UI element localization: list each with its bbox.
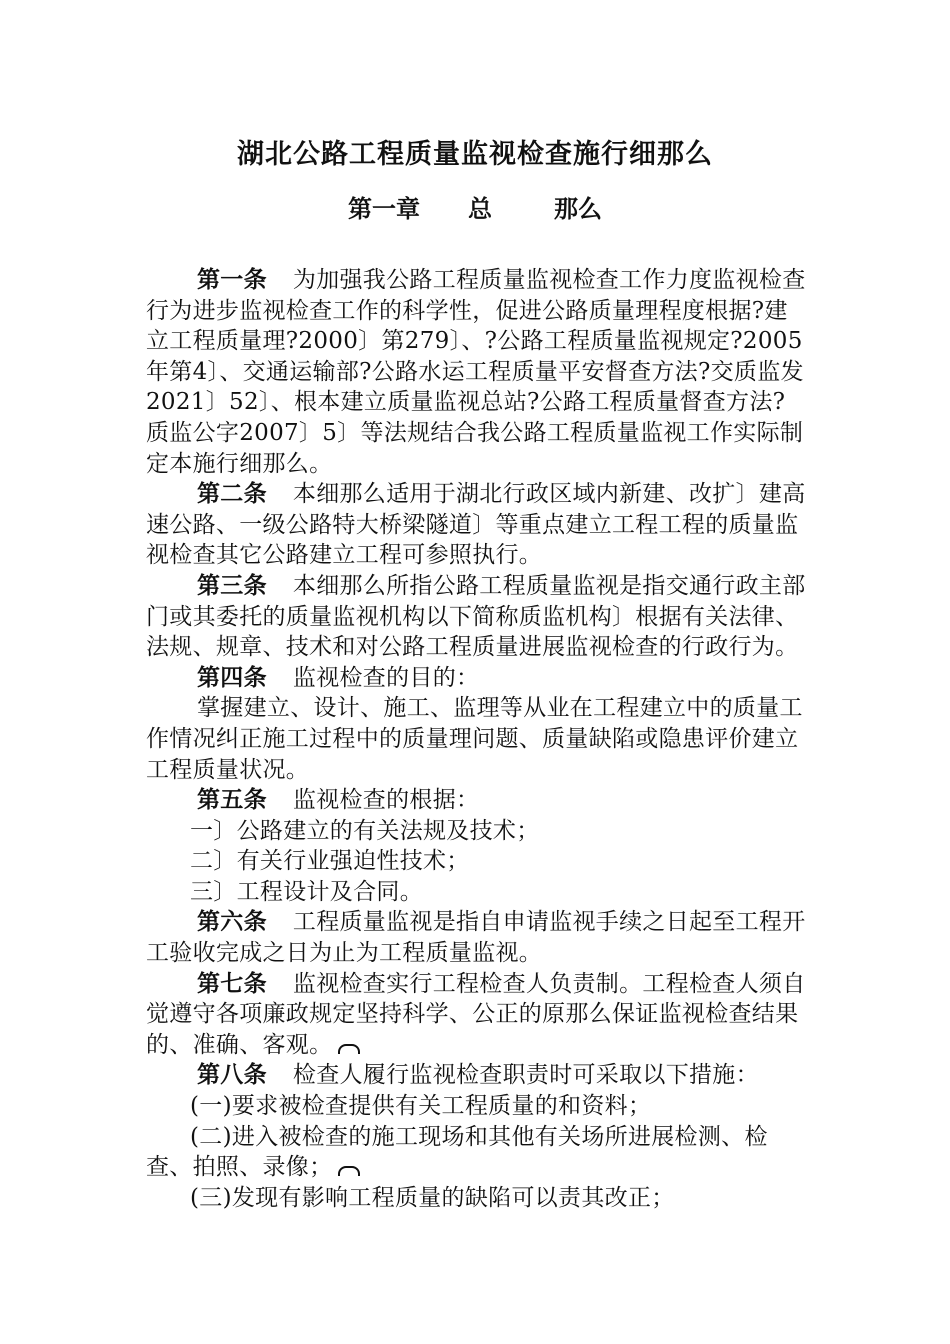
measure-item-3: (三)发现有影响工程质量的缺陷可以责其改正； bbox=[190, 1184, 675, 1211]
article-number: 第三条 bbox=[197, 571, 267, 599]
document-title: 湖北公路工程质量监视检查施行细那么 bbox=[237, 139, 713, 170]
article-number: 第一条 bbox=[197, 266, 267, 293]
article-text: 掌握建立、设计、施工、监理等从业在工程建立中的质量工作情况纠正施工过程中的质量理问题、质量缺陷或隐患评价建立工程质量状况。 bbox=[146, 695, 803, 783]
article-2 bbox=[146, 479, 806, 571]
chapter-number: 第一章 bbox=[348, 194, 420, 223]
basis-item-2: 二〕有关行业强迫性技术； bbox=[190, 848, 470, 875]
article-number: 第五条 bbox=[197, 786, 267, 814]
article-text: 本细那么所指公路工程质量监视是指交通行政主部门或其委托的质量监视机构以下简称质监机构〕根据有关法律、法规、规章、技术和对公路工程质量进展监视检查的行政行为。 bbox=[146, 572, 806, 661]
article-3 bbox=[146, 571, 806, 663]
article-7 bbox=[146, 969, 806, 1061]
basis-item-3: 三〕工程设计及合同。 bbox=[190, 878, 423, 905]
article-number: 第二条 bbox=[197, 480, 267, 508]
edit-mark-icon bbox=[338, 1044, 360, 1054]
measure-item-text: (二)进入被检查的施工现场和其他有关场所进展检测、检查、拍照、录像； bbox=[146, 1123, 768, 1181]
chapter-heading bbox=[0, 189, 950, 224]
article-text: 为加强我公路工程质量监视检查工作力度监视检查行为进步监视检查工作的科学性，促进公路质量理程度根据?建立工程质量理?2000〕第279〕、?公路工程质量监视规定?2005年第4〕、交通运输部?公路水运工程质量平安督查方法?交质监发2021〕52〕、根本建立质量监视总站?公路工程质量督查方法?质监公字2007〕5〕等法规结合我公路工程质量监视工作实际制定本施行细那么。 bbox=[146, 267, 806, 477]
chapter-word-2: 那么 bbox=[554, 194, 602, 223]
article-text: 监视检查的根据： bbox=[292, 787, 480, 814]
document-body bbox=[146, 265, 806, 1213]
article-6 bbox=[146, 907, 806, 968]
article-number: 第四条 bbox=[197, 663, 267, 691]
measure-item-2 bbox=[146, 1122, 806, 1183]
article-4-body bbox=[146, 693, 806, 785]
article-8 bbox=[146, 1060, 806, 1091]
article-text: 工程质量监视是指自申请监视手续之日起至工程开工验收完成之日为止为工程质量监视。 bbox=[146, 909, 806, 967]
basis-item-1: 一〕公路建立的有关法规及技术； bbox=[190, 817, 540, 844]
article-1 bbox=[146, 265, 806, 479]
article-4 bbox=[146, 663, 806, 694]
article-number: 第八条 bbox=[197, 1061, 267, 1089]
measure-item-1: (一)要求被检查提供有关工程质量的和资料； bbox=[190, 1093, 652, 1120]
article-number: 第六条 bbox=[197, 908, 267, 936]
article-text: 监视检查实行工程检查人负责制。工程检查人须自觉遵守各项廉政规定坚持科学、公正的原那么保证监视检查结果的、准确、客观。 bbox=[146, 970, 806, 1058]
chapter-word-1: 总 bbox=[468, 194, 492, 223]
article-5 bbox=[146, 785, 806, 816]
article-number: 第七条 bbox=[197, 969, 267, 997]
article-text: 监视检查的目的： bbox=[292, 664, 480, 691]
article-text: 本细那么适用于湖北行政区域内新建、改扩〕建高速公路、一级公路特大桥梁隧道〕等重点建立工程工程的质量监视检查其它公路建立工程可参照执行。 bbox=[146, 481, 806, 569]
edit-mark-icon bbox=[338, 1166, 360, 1176]
article-text: 检查人履行监视检查职责时可采取以下措施： bbox=[292, 1062, 759, 1089]
